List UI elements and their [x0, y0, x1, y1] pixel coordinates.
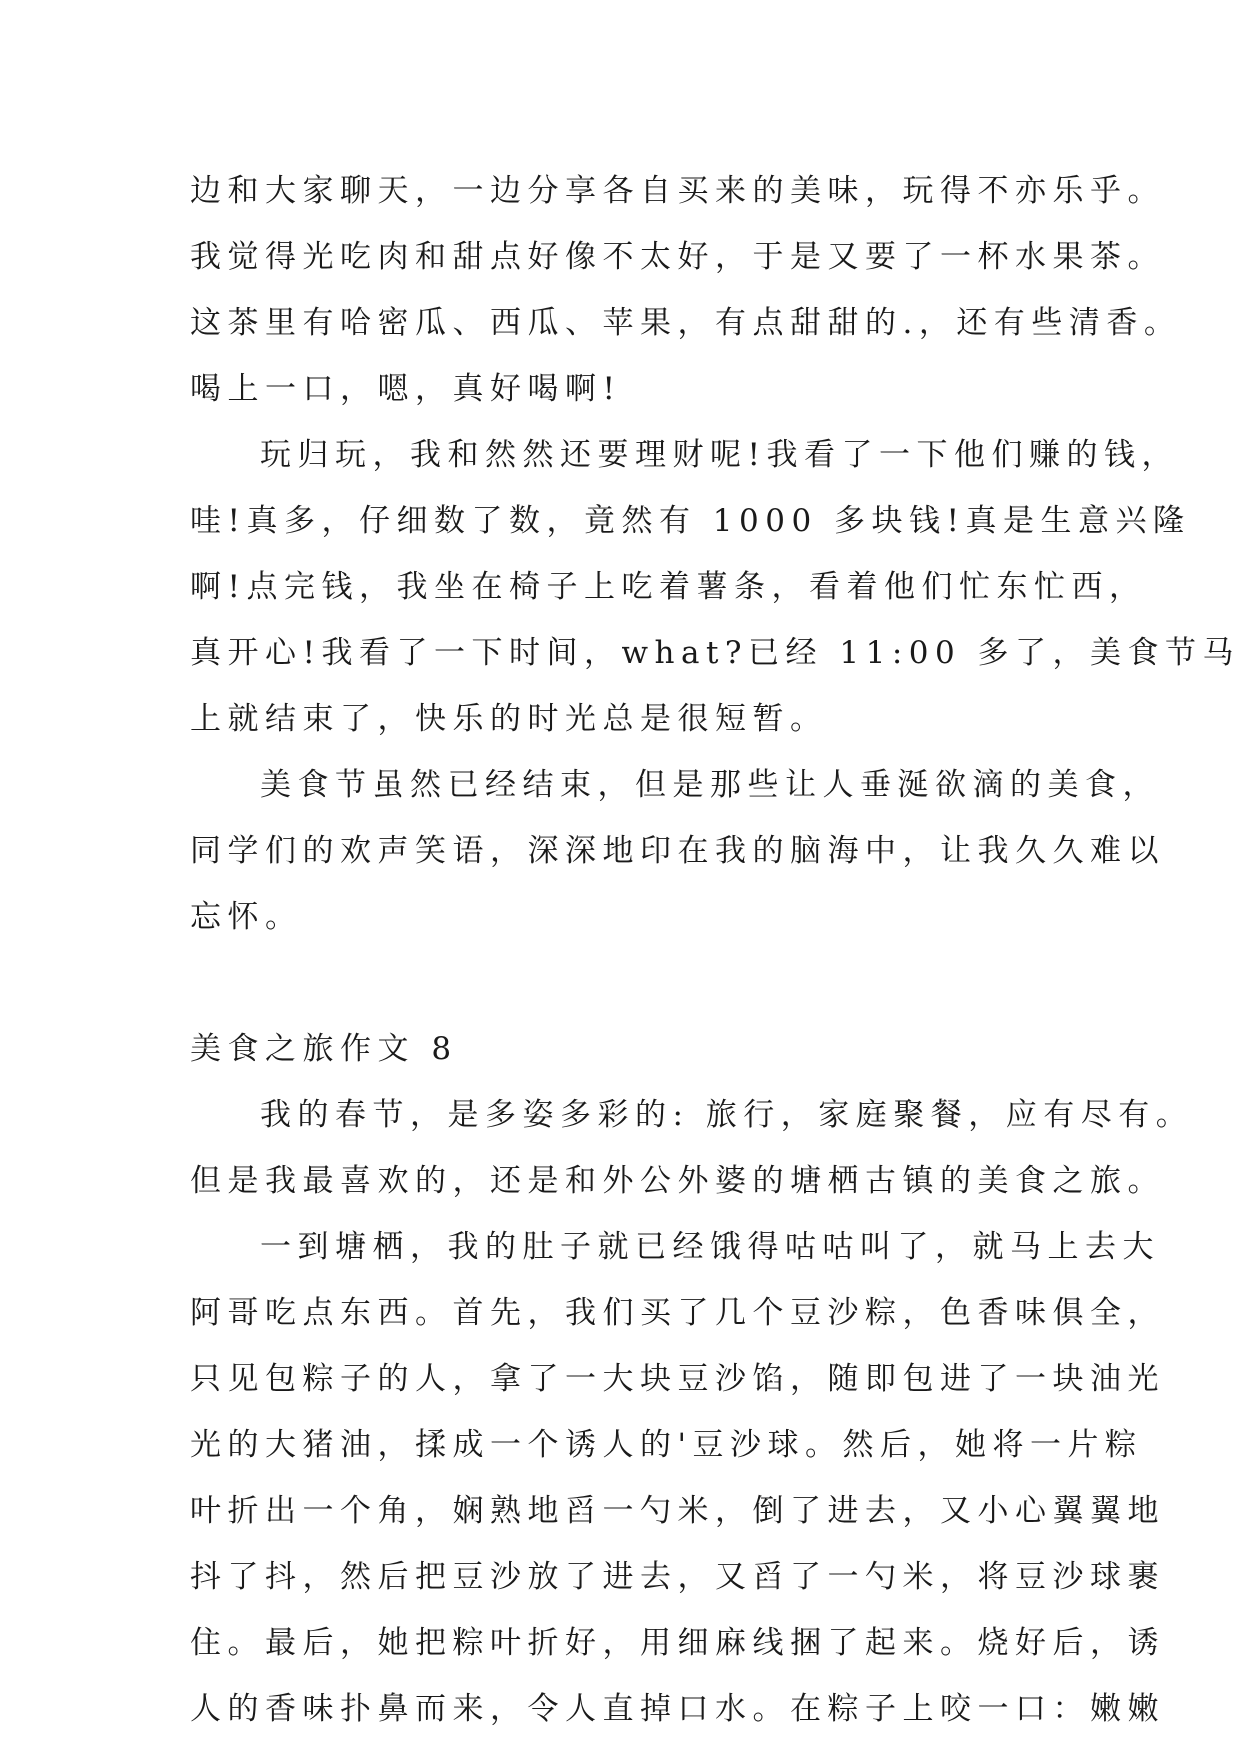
text-line: 这茶里有哈密瓜、西瓜、苹果，有点甜甜的.，还有些清香。: [190, 305, 1182, 341]
document-body: [190, 158, 1241, 1742]
text-line: 阿哥吃点东西。首先，我们买了几个豆沙粽，色香味俱全，: [190, 1295, 1165, 1331]
text-line: 同学们的欢声笑语，深深地印在我的脑海中，让我久久难以: [190, 833, 1165, 869]
text-line: 忘怀。: [190, 899, 303, 935]
section-heading: 美食之旅作文 8: [190, 1031, 458, 1067]
text-line: 住。最后，她把粽叶折好，用细麻线捆了起来。烧好后，诱: [190, 1625, 1165, 1661]
text-line: 喝上一口，嗯，真好喝啊!: [190, 371, 622, 407]
paragraph-first-line: 我的春节，是多姿多彩的: 旅行，家庭聚餐，应有尽有。: [260, 1097, 1194, 1133]
text-line: 啊!点完钱，我坐在椅子上吃着薯条，看着他们忙东忙西，: [190, 569, 1147, 605]
paragraph-first-line: 玩归玩，我和然然还要理财呢!我看了一下他们赚的钱，: [260, 437, 1179, 473]
text-line: 只见包粽子的人，拿了一大块豆沙馅，随即包进了一块油光: [190, 1361, 1165, 1397]
paragraph-first-line: 一到塘栖，我的肚子就已经饿得咕咕叫了，就马上去大: [260, 1229, 1160, 1265]
text-line: 叶折出一个角，娴熟地舀一勺米，倒了进去，又小心翼翼地: [190, 1493, 1165, 1529]
text-line: 上就结束了，快乐的时光总是很短暂。: [190, 701, 828, 737]
text-line: 但是我最喜欢的，还是和外公外婆的塘栖古镇的美食之旅。: [190, 1163, 1165, 1199]
paragraph-first-line: 美食节虽然已经结束，但是那些让人垂涎欲滴的美食，: [260, 767, 1160, 803]
text-line: 边和大家聊天，一边分享各自买来的美味，玩得不亦乐乎。: [190, 173, 1165, 209]
section-spacer: [190, 950, 1090, 1016]
text-line: 抖了抖，然后把豆沙放了进去，又舀了一勺米，将豆沙球裹: [190, 1559, 1165, 1595]
text-line: 我觉得光吃肉和甜点好像不太好，于是又要了一杯水果茶。: [190, 239, 1165, 275]
text-line: 哇!真多，仔细数了数，竟然有 1000 多块钱!真是生意兴隆: [190, 503, 1191, 539]
text-line: 人的香味扑鼻而来，令人直掉口水。在粽子上咬一口：嫩嫩: [190, 1691, 1165, 1727]
text-line: 光的大猪油，揉成一个诱人的'豆沙球。然后，她将一片粽: [190, 1427, 1143, 1463]
text-line: 真开心!我看了一下时间，what?已经 11:00 多了，美食节马: [190, 635, 1241, 671]
